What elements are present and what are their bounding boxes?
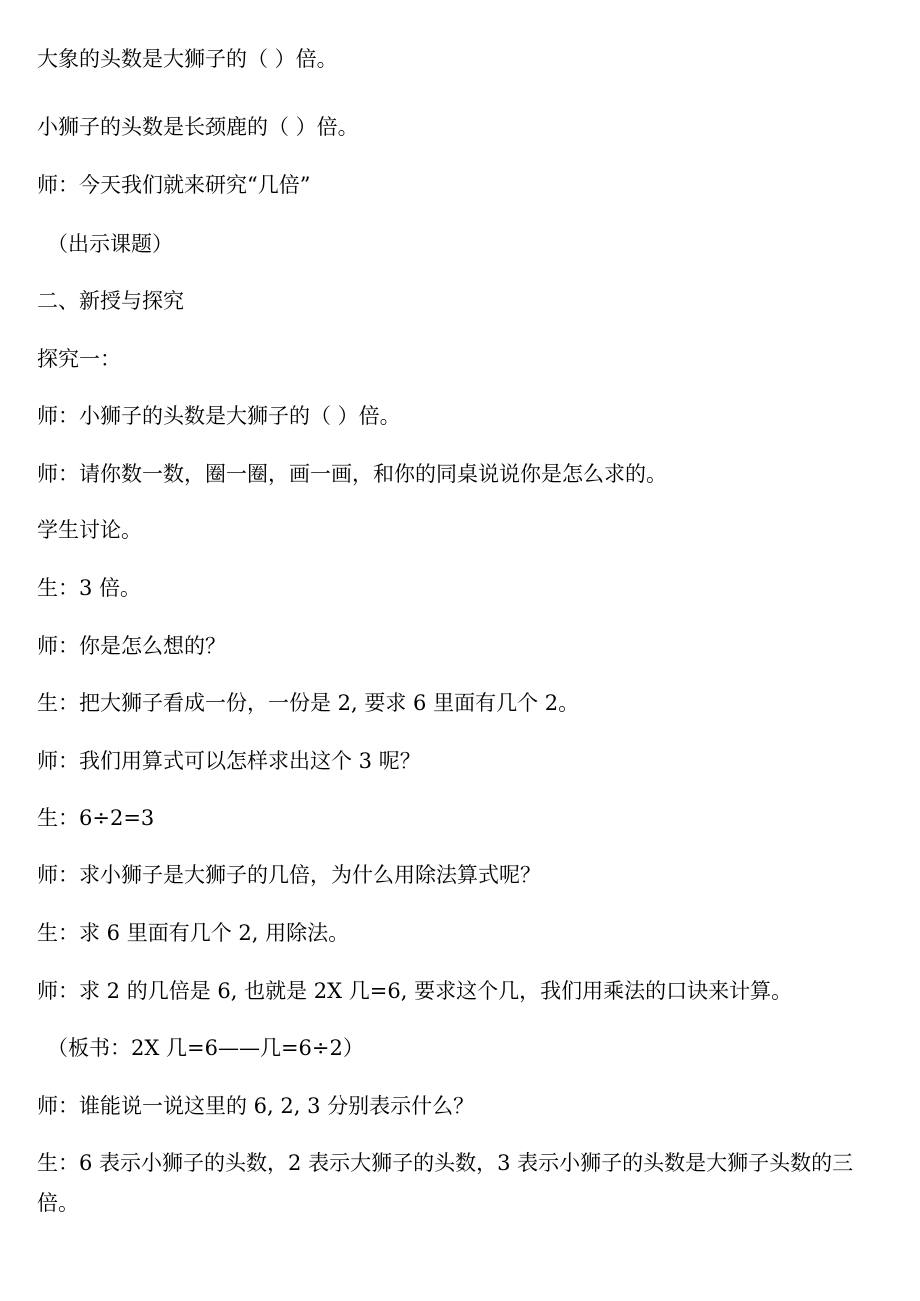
text-line-9: 学生讨论。 (37, 518, 142, 542)
text-line-20: 生：6 表示小狮子的头数，2 表示大狮子的头数，3 表示小狮子的头数是大狮子头数的三倍。 (37, 1151, 854, 1215)
text-line-13: 师：我们用算式可以怎样求出这个 3 呢？ (37, 749, 421, 773)
text-line-18: （板书：2X 几=6——几=6÷2） (47, 1036, 364, 1060)
text-line-19: 师：谁能说一说这里的 6, 2, 3 分别表示什么？ (37, 1094, 475, 1118)
section-heading: 二、新授与探究 (37, 289, 184, 313)
text-line-15: 师：求小狮子是大狮子的几倍，为什么用除法算式呢？ (37, 863, 541, 887)
text-line-4: （出示课题） (47, 232, 173, 256)
text-line-16: 生：求 6 里面有几个 2, 用除法。 (37, 921, 350, 945)
text-line-1: 大象的头数是大狮子的（ ）倍。 (37, 47, 338, 71)
text-line-8: 师：请你数一数，圈一圈，画一画，和你的同桌说说你是怎么求的。 (37, 462, 667, 486)
text-line-10: 生：3 倍。 (37, 576, 142, 600)
text-line-12: 生：把大狮子看成一份，一份是 2, 要求 6 里面有几个 2。 (37, 691, 580, 715)
text-line-3: 师：今天我们就来研究“几倍” (37, 173, 311, 197)
text-line-11: 师：你是怎么想的？ (37, 634, 226, 658)
text-line-7: 师：小狮子的头数是大狮子的（ ）倍。 (37, 404, 401, 428)
subsection-heading: 探究一： (37, 347, 121, 371)
text-line-17: 师：求 2 的几倍是 6, 也就是 2X 几=6, 要求这个几，我们用乘法的口诀来计算。 (37, 979, 793, 1003)
text-line-14: 生：6÷2=3 (37, 806, 155, 830)
text-line-2: 小狮子的头数是长颈鹿的（ ）倍。 (37, 115, 359, 139)
